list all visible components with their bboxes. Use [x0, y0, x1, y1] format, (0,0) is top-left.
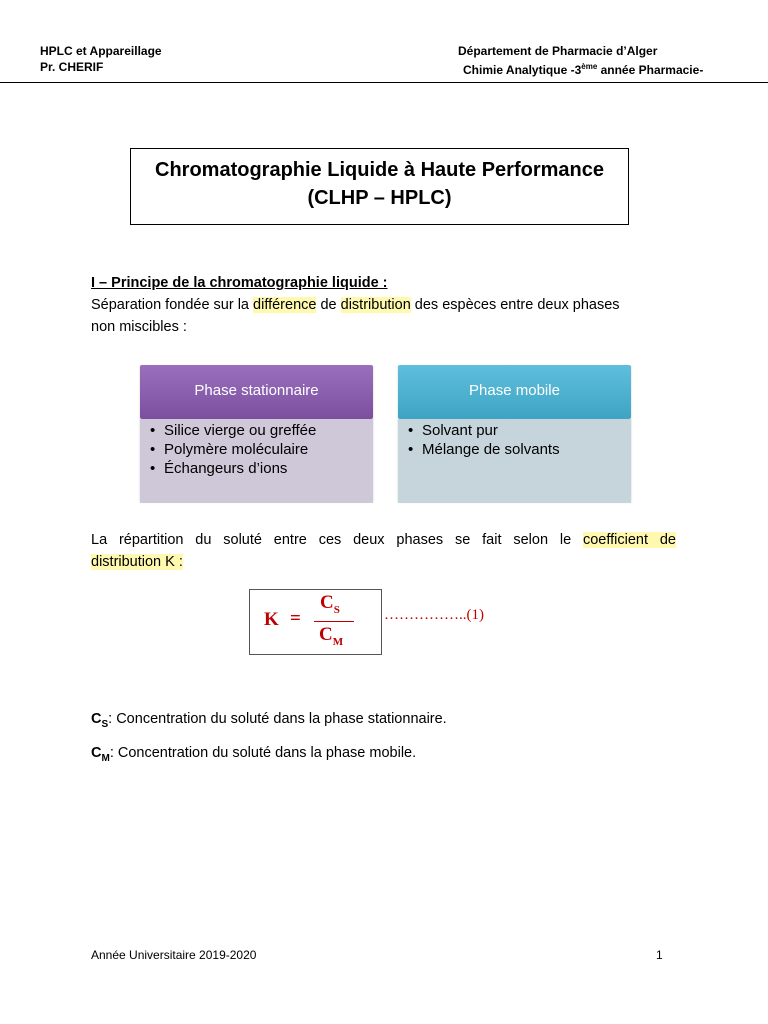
stationary-item: [140, 459, 373, 478]
mobile-phase-header: Phase mobile: [398, 365, 631, 419]
stationary-phase-list: [140, 419, 373, 503]
distribution-paragraph: [91, 529, 676, 573]
section-principle: [91, 272, 691, 338]
course-level-pre: Chimie Analytique -3: [463, 63, 582, 77]
highlight-difference: différence: [253, 297, 317, 313]
footer-year: Année Universitaire 2019-2020: [91, 948, 257, 962]
definition-cm: [91, 743, 416, 769]
formula-numerator: [320, 592, 340, 616]
denominator-subscript: M: [332, 635, 344, 648]
formula-denominator: [319, 624, 343, 648]
course-title: HPLC et Appareillage: [40, 44, 162, 58]
bullet-icon: •: [150, 422, 156, 439]
stationary-phase-box: [140, 365, 373, 501]
mobile-item: [398, 421, 631, 440]
bullet-icon: •: [150, 441, 156, 458]
mobile-phase-box: [398, 365, 631, 501]
mobile-item-label: Solvant pur: [422, 422, 498, 439]
page-subtitle: (CLHP – HPLC): [307, 187, 452, 209]
title-box: [130, 148, 629, 225]
principle-text-b: de: [316, 297, 341, 313]
cm-symbol: C: [91, 745, 102, 761]
definition-cs: [91, 709, 447, 735]
header-left: [40, 43, 162, 75]
formula-lhs: K: [264, 609, 279, 630]
principle-line2: non miscibles :: [91, 319, 187, 335]
page-number: 1: [656, 948, 663, 962]
course-level-post: année Pharmacie-: [597, 63, 704, 77]
distribution-line2: [91, 551, 676, 573]
course-level: [458, 59, 703, 78]
distribution-text: La répartition du soluté entre ces deux phases se fait selon le: [91, 532, 583, 548]
stationary-item: [140, 440, 373, 459]
numerator-symbol: C: [320, 592, 334, 613]
section-heading: I – Principe de la chromatographie liquide :: [91, 275, 388, 291]
numerator-subscript: S: [333, 603, 340, 616]
mobile-item: [398, 440, 631, 459]
stationary-item-label: Polymère moléculaire: [164, 441, 309, 458]
header-right: [458, 43, 703, 78]
cm-subscript: M: [101, 752, 110, 764]
highlight-distribution-k: distribution K :: [91, 554, 183, 570]
principle-text-c: des espèces entre deux phases: [410, 297, 620, 313]
principle-paragraph: [91, 294, 691, 316]
fraction-bar: [314, 621, 354, 622]
department-name: Département de Pharmacie d’Alger: [458, 44, 658, 58]
formula-equals: =: [290, 608, 301, 629]
cm-description: : Concentration du soluté dans la phase mobile.: [109, 745, 417, 761]
page-title: Chromatographie Liquide à Haute Performance: [155, 159, 604, 181]
cs-symbol: C: [91, 711, 102, 727]
mobile-phase-list: [398, 419, 631, 503]
stationary-item: [140, 421, 373, 440]
mobile-item-label: Mélange de solvants: [422, 441, 560, 458]
stationary-phase-header: Phase stationnaire: [140, 365, 373, 419]
formula-box: [249, 589, 382, 655]
denominator-symbol: C: [319, 624, 333, 645]
stationary-item-label: Silice vierge ou greffée: [164, 422, 317, 439]
course-level-sup: ème: [581, 62, 598, 71]
principle-text-a: Séparation fondée sur la: [91, 297, 254, 313]
equation-number: ……………..(1): [384, 607, 484, 623]
bullet-icon: •: [408, 422, 414, 439]
distribution-line1: [91, 529, 676, 551]
cs-subscript: S: [101, 718, 109, 730]
stationary-item-label: Échangeurs d’ions: [164, 460, 288, 477]
bullet-icon: •: [408, 441, 414, 458]
professor-name: Pr. CHERIF: [40, 60, 104, 74]
header-rule: [0, 82, 768, 83]
bullet-icon: •: [150, 460, 156, 477]
highlight-coefficient: coefficient de: [582, 532, 676, 548]
highlight-distribution: distribution: [340, 297, 411, 313]
cs-description: : Concentration du soluté dans la phase stationnaire.: [108, 711, 447, 727]
